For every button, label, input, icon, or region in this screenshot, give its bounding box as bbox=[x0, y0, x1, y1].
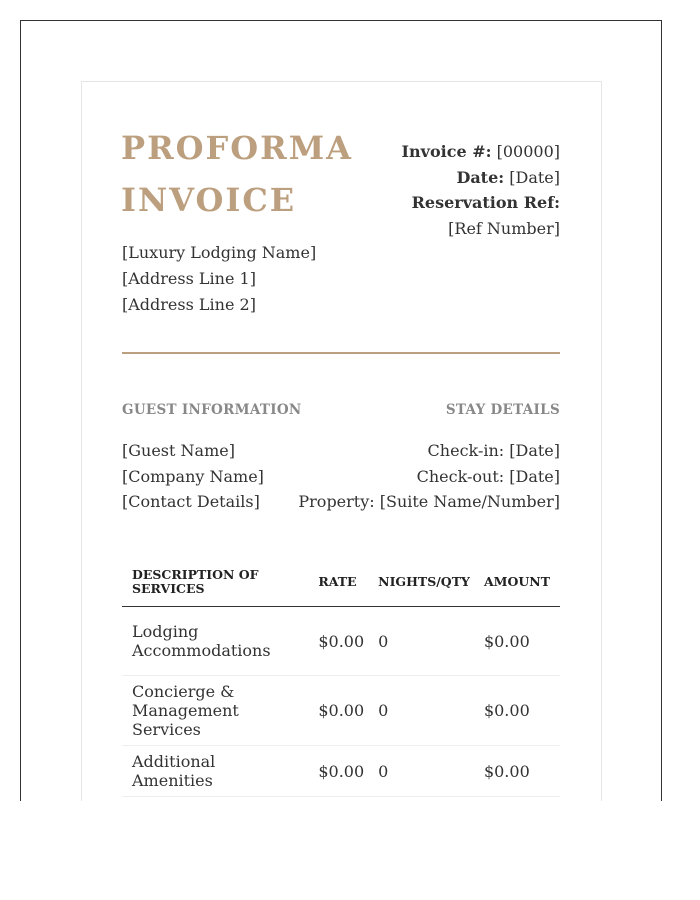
title-line-2: INVOICE bbox=[121, 181, 297, 219]
guest-company: [Company Name] bbox=[122, 466, 264, 486]
reservation-value-row bbox=[402, 216, 560, 242]
guest-info bbox=[122, 438, 264, 515]
invoice-meta bbox=[402, 139, 560, 241]
row-qty: 0 bbox=[374, 746, 474, 797]
title-line-1: PROFORMA bbox=[121, 129, 353, 167]
row-qty: 0 bbox=[374, 607, 474, 676]
header-qty: NIGHTS/QTY bbox=[374, 562, 474, 607]
guest-info-heading: GUEST INFORMATION bbox=[122, 402, 302, 418]
invoice-number-value: [00000] bbox=[496, 142, 560, 161]
company-name: [Luxury Lodging Name] bbox=[122, 243, 317, 262]
row-description: Concierge & Management Services bbox=[122, 676, 308, 746]
company-address bbox=[122, 240, 316, 318]
guest-contact: [Contact Details] bbox=[122, 492, 260, 511]
header-amount: AMOUNT bbox=[474, 562, 560, 607]
row-amount: $0.00 bbox=[474, 746, 560, 797]
check-out: Check-out: [Date] bbox=[416, 466, 560, 486]
date-value: [Date] bbox=[509, 167, 560, 187]
check-in: Check-in: [Date] bbox=[427, 441, 560, 460]
page-cutoff bbox=[0, 801, 700, 900]
table-row bbox=[122, 746, 560, 797]
row-description: Lodging Accommodations bbox=[122, 607, 308, 676]
row-rate: $0.00 bbox=[308, 746, 374, 797]
reservation-row bbox=[402, 190, 560, 216]
table-header-row bbox=[122, 562, 560, 607]
document-title bbox=[121, 122, 361, 226]
row-qty: 0 bbox=[374, 676, 474, 746]
header-description: DESCRIPTION OF SERVICES bbox=[122, 562, 308, 607]
services-table bbox=[122, 562, 560, 797]
reservation-value: [Ref Number] bbox=[448, 218, 560, 238]
row-amount: $0.00 bbox=[474, 607, 560, 676]
row-description: Additional Amenities bbox=[122, 746, 308, 797]
header-divider bbox=[122, 352, 560, 354]
date-row bbox=[402, 165, 560, 191]
address-line-2: [Address Line 2] bbox=[122, 295, 256, 314]
reservation-label: Reservation Ref: bbox=[411, 193, 560, 212]
table-row bbox=[122, 676, 560, 746]
row-rate: $0.00 bbox=[308, 607, 374, 676]
invoice-number-row bbox=[402, 139, 560, 165]
stay-details-heading: STAY DETAILS bbox=[445, 402, 560, 418]
invoice-number-label: Invoice #: bbox=[401, 142, 492, 161]
address-line-1: [Address Line 1] bbox=[122, 269, 256, 288]
header-rate: RATE bbox=[308, 562, 374, 607]
row-rate: $0.00 bbox=[308, 676, 374, 746]
guest-name: [Guest Name] bbox=[122, 441, 235, 460]
row-amount: $0.00 bbox=[474, 676, 560, 746]
table-row bbox=[122, 607, 560, 676]
date-label: Date: bbox=[456, 167, 505, 187]
stay-details bbox=[298, 438, 560, 515]
property: Property: [Suite Name/Number] bbox=[298, 492, 560, 511]
